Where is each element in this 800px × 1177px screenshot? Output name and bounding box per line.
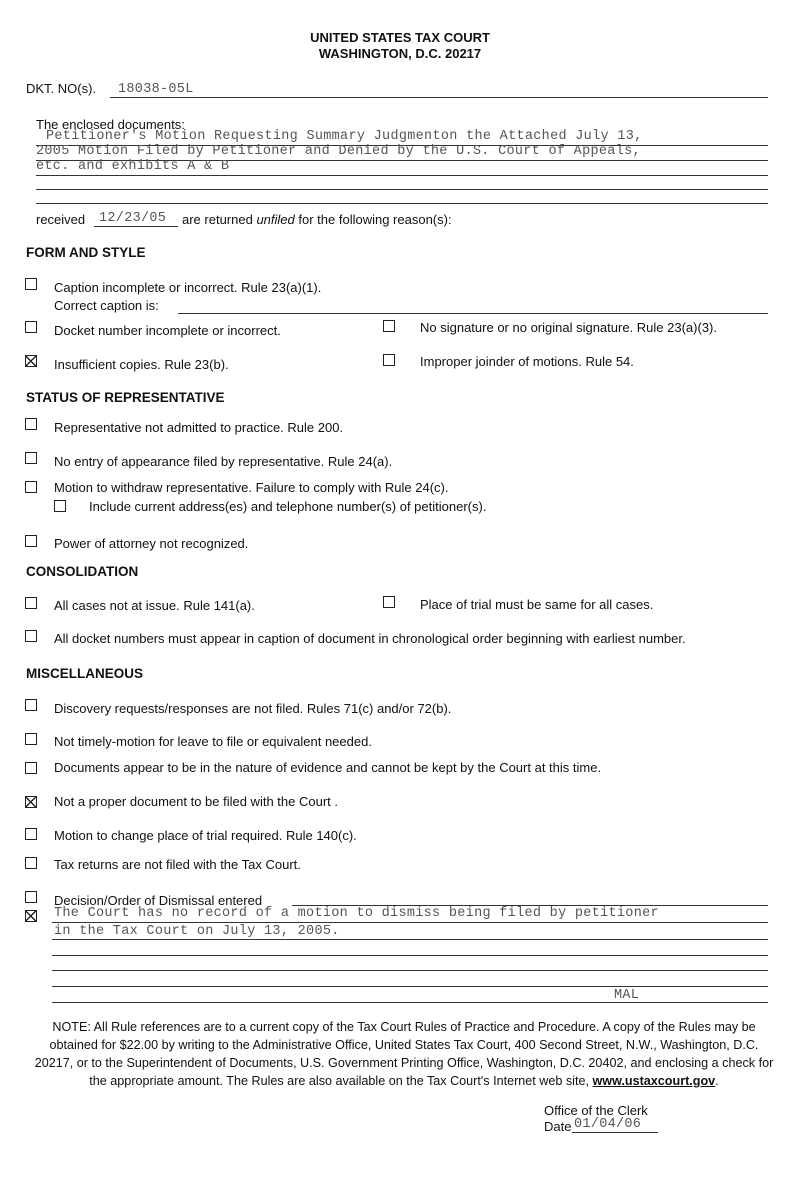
rules-note [30,1018,778,1090]
improper-joinder-label: Improper joinder of motions. Rule 54. [420,354,634,369]
enclosed-line-2: 2005 Motion Filed by Petitioner and Denied by the U.S. Court of Appeals, [36,144,641,159]
include-address-label: Include current address(es) and telephone number(s) of petitioner(s). [89,499,487,514]
discovery-checkbox[interactable] [25,699,37,711]
section-representative: STATUS OF REPRESENTATIVE [26,390,225,405]
remarks-initials: MAL [614,988,640,1003]
received-label: received [36,212,86,227]
docket-underline [110,97,768,98]
not-proper-label: Not a proper document to be filed with the Court . [54,794,338,809]
enclosed-line-1: Petitioner's Motion Requesting Summary Judgmenton the Attached July 13, [46,129,643,144]
remarks-rule-4 [52,970,768,971]
docket-value: 18038-05L [118,82,194,97]
rules-note-end: . [715,1074,719,1088]
enclosed-rule-5 [36,203,768,204]
correct-caption-line [178,313,768,314]
no-entry-checkbox[interactable] [25,452,37,464]
discovery-label: Discovery requests/responses are not filed. Rules 71(c) and/or 72(b). [54,701,452,716]
remarks-rule-6 [52,1002,768,1003]
include-address-checkbox[interactable] [54,500,66,512]
docket-number-checkbox[interactable] [25,321,37,333]
tax-returns-label: Tax returns are not filed with the Tax Court. [54,857,301,872]
change-place-label: Motion to change place of trial required. Rule 140(c). [54,828,357,843]
place-of-trial-checkbox[interactable] [383,596,395,608]
received-suffix-em: unfiled [256,212,295,227]
enclosed-rule-4 [36,189,768,190]
date-underline [572,1132,658,1133]
tax-returns-checkbox[interactable] [25,857,37,869]
remarks-line-1: The Court has no record of a motion to dismiss being filed by petitioner [54,906,659,921]
not-timely-checkbox[interactable] [25,733,37,745]
date-value: 01/04/06 [574,1117,642,1132]
dismissal-checkbox[interactable] [25,891,37,903]
all-docket-numbers-label: All docket numbers must appear in caption of document in chronological order beginning with earliest number. [54,631,686,646]
court-name: UNITED STATES TAX COURT [310,30,490,45]
rules-note-text: NOTE: All Rule references are to a current copy of the Tax Court Rules of Practice and Procedure. A copy of the Rules may be obtained for $22.00 by writing to the Administrative Office, United States Tax Court, 400 Second Street, N.W., Washington, D.C. 20217, or to the Superintendent of Documents, U.S. Government Printing Office, Washington, D.C. 20402, and enclosing a check for the appropriate amount. The Rules are also available on the Tax Court's Internet web site, [34,1020,774,1088]
not-admitted-checkbox[interactable] [25,418,37,430]
caption-checkbox[interactable] [25,278,37,290]
docket-label: DKT. NO(s). [26,81,97,96]
not-proper-checkbox[interactable] [25,796,37,808]
enclosed-line-3: etc. and exhibits A & B [36,159,230,174]
insufficient-copies-checkbox[interactable] [25,355,37,367]
no-signature-label: No signature or no original signature. Rule 23(a)(3). [420,320,717,335]
change-place-checkbox[interactable] [25,828,37,840]
office-of-clerk: Office of the Clerk [544,1103,648,1118]
improper-joinder-checkbox[interactable] [383,354,395,366]
power-attorney-label: Power of attorney not recognized. [54,536,249,551]
all-docket-numbers-checkbox[interactable] [25,630,37,642]
not-at-issue-label: All cases not at issue. Rule 141(a). [54,598,255,613]
received-suffix-post: for the following reason(s): [298,212,452,227]
evidence-label: Documents appear to be in the nature of evidence and cannot be kept by the Court at this time. [54,760,602,775]
website-link[interactable]: www.ustaxcourt.gov [592,1074,716,1088]
evidence-checkbox[interactable] [25,762,37,774]
enclosed-label: The enclosed documents: [36,117,185,132]
not-timely-label: Not timely-motion for leave to file or equivalent needed. [54,734,372,749]
remarks-rule-5 [52,986,768,987]
correct-caption-label: Correct caption is: [54,298,159,313]
place-of-trial-label: Place of trial must be same for all cases. [420,597,654,612]
section-misc: MISCELLANEOUS [26,666,144,681]
remarks-rule-1 [52,922,768,923]
enclosed-rule-3 [36,175,768,176]
section-form-style: FORM AND STYLE [26,245,146,260]
received-suffix [182,212,452,227]
received-date: 12/23/05 [99,211,167,226]
dismissal-label: Decision/Order of Dismissal entered [54,893,263,908]
withdraw-checkbox[interactable] [25,481,37,493]
court-address: WASHINGTON, D.C. 20217 [318,46,482,61]
section-consolidation: CONSOLIDATION [26,564,139,579]
not-at-issue-checkbox[interactable] [25,597,37,609]
other-reason-checkbox[interactable] [25,910,37,922]
withdraw-label: Motion to withdraw representative. Failure to comply with Rule 24(c). [54,480,449,495]
remarks-rule-2 [52,939,768,940]
no-signature-checkbox[interactable] [383,320,395,332]
date-label: Date [544,1119,572,1134]
insufficient-copies-label: Insufficient copies. Rule 23(b). [54,357,229,372]
no-entry-label: No entry of appearance filed by representative. Rule 24(a). [54,454,393,469]
remarks-rule-3 [52,955,768,956]
received-date-underline [94,226,178,227]
not-admitted-label: Representative not admitted to practice. Rule 200. [54,420,344,435]
remarks-line-2: in the Tax Court on July 13, 2005. [54,924,340,939]
received-suffix-pre: are returned [182,212,253,227]
power-attorney-checkbox[interactable] [25,535,37,547]
docket-number-label: Docket number incomplete or incorrect. [54,323,281,338]
caption-label: Caption incomplete or incorrect. Rule 23(a)(1). [54,280,322,295]
